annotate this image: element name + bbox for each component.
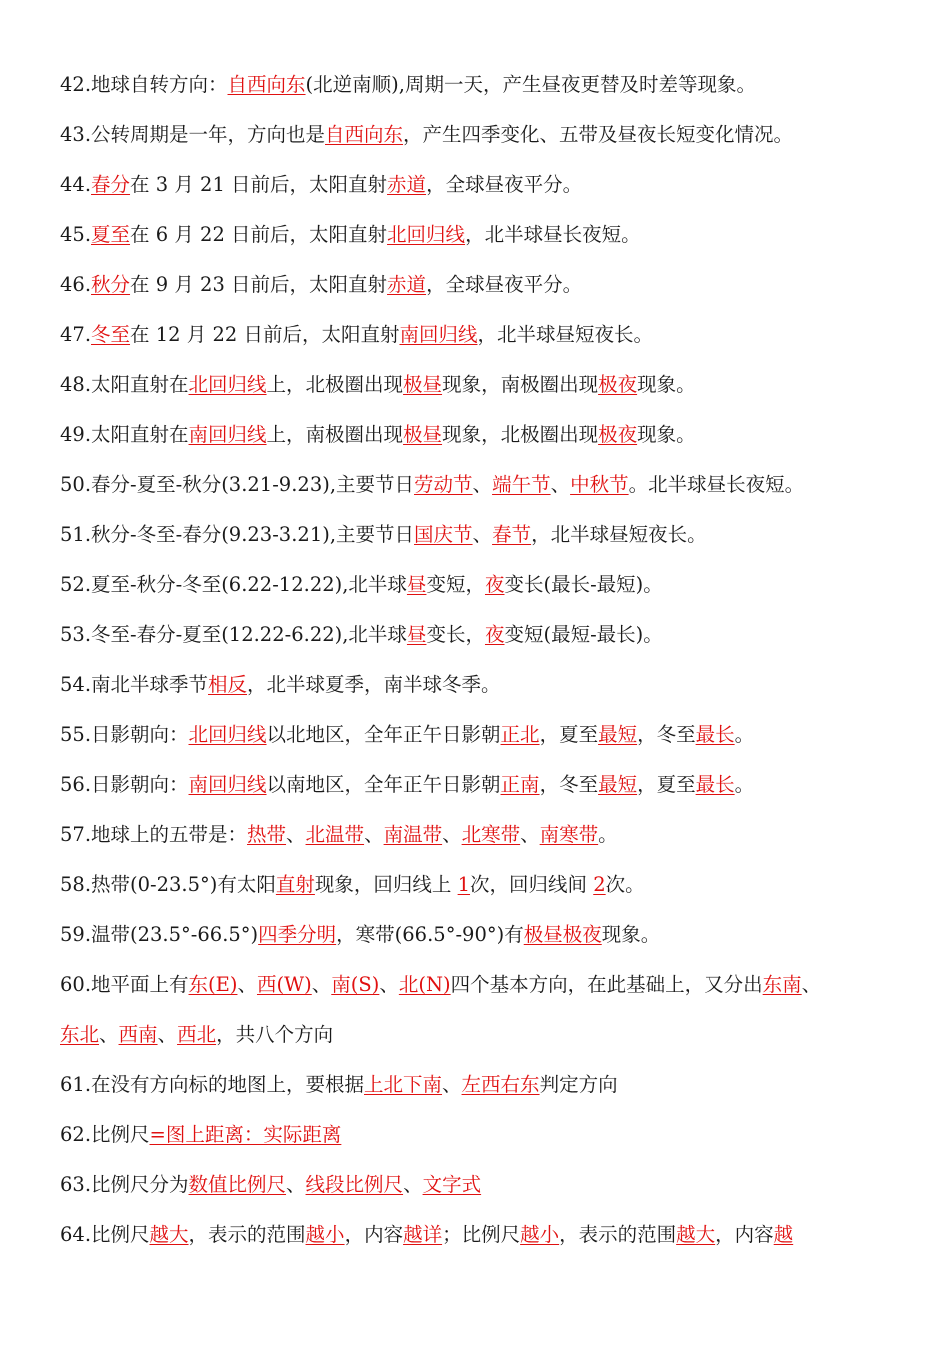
highlighted-answer: 热带	[247, 823, 287, 846]
highlighted-answer: 昼	[406, 623, 427, 646]
text-segment: 57.地球上的五带是：	[60, 823, 248, 846]
text-segment: ，北半球昼长夜短。	[465, 223, 641, 246]
text-segment: ，北半球昼短夜长。	[531, 523, 707, 546]
text-segment: 44.	[60, 173, 92, 196]
highlighted-answer: 赤道	[387, 273, 427, 296]
text-segment: ，表示的范围	[559, 1223, 677, 1246]
text-line	[60, 1066, 940, 1116]
text-segment: 变长，	[426, 623, 485, 646]
text-segment: 、	[311, 973, 332, 996]
highlighted-answer: 左西右东	[461, 1073, 540, 1096]
text-line	[60, 466, 940, 516]
highlighted-answer: 西(W)	[256, 973, 312, 996]
text-segment: 在 6 月 22 日前后，太阳直射	[130, 223, 388, 246]
highlighted-answer: 秋分	[91, 273, 131, 296]
text-line	[60, 1166, 940, 1216]
highlighted-answer: 夏至	[91, 223, 131, 246]
text-segment: 、	[286, 823, 306, 846]
text-segment: 以北地区，全年正午日影朝	[266, 723, 501, 746]
text-segment: 、	[99, 1023, 119, 1046]
text-line	[60, 616, 940, 666]
highlighted-answer: 极夜	[598, 373, 638, 396]
highlighted-answer: 端午节	[492, 473, 551, 496]
text-segment: 53.冬至-春分-夏至(12.22-6.22),北半球	[60, 623, 407, 646]
highlighted-answer: 春节	[492, 523, 532, 546]
text-segment: 在 3 月 21 日前后，太阳直射	[130, 173, 388, 196]
highlighted-answer: 南回归线	[399, 323, 478, 346]
highlighted-answer: 昼	[406, 573, 427, 596]
highlighted-answer: 越大	[149, 1223, 189, 1246]
text-segment: 变长(最长-最短)。	[504, 573, 663, 596]
text-segment: ，寒带(66.5°-90°)有	[336, 923, 524, 946]
text-segment: 现象。	[637, 373, 696, 396]
text-line	[60, 166, 940, 216]
text-segment: 55.日影朝向：	[60, 723, 189, 746]
text-line	[60, 1116, 940, 1166]
text-line	[60, 66, 940, 116]
highlighted-answer: 极昼极夜	[523, 923, 602, 946]
text-segment: 变短(最短-最长)。	[504, 623, 663, 646]
text-segment: 52.夏至-秋分-冬至(6.22-12.22),北半球	[60, 573, 407, 596]
highlighted-answer: 中秋节	[570, 473, 629, 496]
text-segment: 现象，回归线上	[314, 873, 458, 896]
highlighted-answer: 自西向东	[325, 123, 404, 146]
highlighted-answer: 极昼	[403, 373, 443, 396]
text-segment: 60.地平面上有	[60, 973, 189, 996]
text-segment: 。北半球昼长夜短。	[628, 473, 805, 496]
highlighted-answer: 越	[773, 1223, 794, 1246]
text-line	[60, 516, 940, 566]
text-line	[60, 566, 940, 616]
highlighted-answer: 南温带	[383, 823, 443, 846]
text-segment: 现象。	[601, 923, 661, 946]
highlighted-answer: 最长	[695, 773, 735, 796]
highlighted-answer: 南回归线	[188, 423, 267, 446]
highlighted-answer: 最短	[598, 773, 638, 796]
text-segment: 、	[801, 973, 822, 996]
text-segment: 现象。	[637, 423, 696, 446]
text-segment: 、	[364, 823, 384, 846]
text-line	[60, 966, 940, 1016]
text-segment: 、	[550, 473, 571, 496]
text-segment: ，全球昼夜平分。	[426, 273, 583, 296]
text-segment: 62.比例尺	[60, 1123, 150, 1146]
highlighted-answer: 北回归线	[188, 373, 267, 396]
text-segment: 。	[598, 823, 618, 846]
text-line	[60, 366, 940, 416]
text-line	[60, 916, 940, 966]
highlighted-answer: =图上距离：实际距离	[149, 1123, 342, 1146]
text-line	[60, 766, 940, 816]
text-line	[60, 316, 940, 366]
text-segment: 59.温带(23.5°-66.5°)	[60, 923, 259, 946]
text-segment: ，内容	[715, 1223, 774, 1246]
text-line	[60, 716, 940, 766]
highlighted-answer: 最短	[598, 723, 638, 746]
highlighted-answer: 越小	[305, 1223, 345, 1246]
highlighted-answer: 西北	[177, 1023, 217, 1046]
text-segment: 上，南极圈出现	[266, 423, 404, 446]
text-segment: ，产生四季变化、五带及昼夜长短变化情况。	[403, 123, 794, 146]
highlighted-answer: 北回归线	[188, 723, 267, 746]
text-segment: 变短，	[426, 573, 485, 596]
text-segment: 46.	[60, 273, 92, 296]
highlighted-answer: 劳动节	[414, 473, 473, 496]
text-segment: 次，回归线间	[470, 873, 594, 896]
text-segment: 49.太阳直射在	[60, 423, 189, 446]
text-segment: (北逆南顺),周期一天，产生昼夜更替及时差等现象。	[305, 73, 756, 96]
text-segment: 。	[734, 773, 755, 796]
highlighted-answer: 夜	[484, 573, 505, 596]
text-segment: 64.比例尺	[60, 1223, 150, 1246]
text-segment: ，夏至	[539, 723, 599, 746]
highlighted-answer: 越详	[403, 1223, 443, 1246]
highlighted-answer: 极夜	[598, 423, 638, 446]
text-line	[60, 216, 940, 266]
text-segment: ，冬至	[637, 723, 696, 746]
highlighted-answer: 四季分明	[258, 923, 337, 946]
highlighted-answer: 冬至	[91, 323, 131, 346]
text-segment: ，表示的范围	[188, 1223, 306, 1246]
highlighted-answer: 越大	[676, 1223, 716, 1246]
text-segment: 48.太阳直射在	[60, 373, 189, 396]
text-segment: 、	[237, 973, 257, 996]
text-segment: 、	[520, 823, 540, 846]
text-segment: 现象，南极圈出现	[442, 373, 599, 396]
text-segment: 在 12 月 22 日前后，太阳直射	[130, 323, 400, 346]
text-segment: 54.南北半球季节	[60, 673, 209, 696]
highlighted-answer: 最长	[695, 723, 735, 746]
highlighted-answer: 东南	[762, 973, 802, 996]
text-segment: 45.	[60, 223, 92, 246]
text-segment: 42.地球自转方向：	[60, 73, 228, 96]
text-segment: ；比例尺	[442, 1223, 521, 1246]
text-segment: 58.热带(0-23.5°)有太阳	[60, 873, 276, 896]
text-line	[60, 1016, 940, 1066]
highlighted-answer: 文字式	[422, 1173, 482, 1196]
highlighted-answer: 越小	[520, 1223, 560, 1246]
text-segment: 50.春分-夏至-秋分(3.21-9.23),主要节日	[60, 473, 415, 496]
text-segment: 、	[472, 473, 493, 496]
highlighted-answer: 北(N)	[398, 973, 451, 996]
highlighted-answer: 北寒带	[461, 823, 521, 846]
text-segment: ，夏至	[637, 773, 696, 796]
text-segment: 、	[442, 823, 462, 846]
highlighted-answer: 直射	[275, 873, 315, 896]
text-segment: 61.在没有方向标的地图上，要根据	[60, 1073, 365, 1096]
text-line	[60, 866, 940, 916]
text-segment: 次。	[605, 873, 645, 896]
highlighted-answer: 极昼	[403, 423, 443, 446]
text-line	[60, 1216, 940, 1266]
text-segment: 63.比例尺分为	[60, 1173, 189, 1196]
highlighted-answer: 正北	[500, 723, 540, 746]
text-line	[60, 266, 940, 316]
document-body	[60, 66, 940, 1266]
text-segment: 、	[472, 523, 493, 546]
highlighted-answer: 赤道	[387, 173, 427, 196]
text-segment: 、	[442, 1073, 462, 1096]
text-segment: 43.公转周期是一年，方向也是	[60, 123, 326, 146]
text-segment: 四个基本方向，在此基础上，又分出	[450, 973, 763, 996]
highlighted-answer: 国庆节	[414, 523, 473, 546]
text-segment: 以南地区，全年正午日影朝	[266, 773, 501, 796]
highlighted-answer: 正南	[500, 773, 540, 796]
highlighted-answer: 东(E)	[188, 973, 238, 996]
highlighted-answer: 东北	[60, 1023, 100, 1046]
highlighted-answer: 春分	[91, 173, 131, 196]
text-line	[60, 416, 940, 466]
text-segment: 。	[734, 723, 755, 746]
text-segment: ，北半球夏季，南半球冬季。	[247, 673, 501, 696]
text-segment: ，全球昼夜平分。	[426, 173, 583, 196]
text-line	[60, 666, 940, 716]
text-segment: 现象，北极圈出现	[442, 423, 599, 446]
text-segment: 56.日影朝向：	[60, 773, 189, 796]
highlighted-answer: 西南	[118, 1023, 158, 1046]
text-segment: 在 9 月 23 日前后，太阳直射	[130, 273, 388, 296]
highlighted-answer: 自西向东	[227, 73, 306, 96]
text-segment: 47.	[60, 323, 92, 346]
highlighted-answer: 上北下南	[364, 1073, 443, 1096]
text-line	[60, 816, 940, 866]
text-segment: 、	[379, 973, 399, 996]
text-segment: ，冬至	[539, 773, 599, 796]
highlighted-answer: 夜	[484, 623, 505, 646]
text-segment: 51.秋分-冬至-春分(9.23-3.21),主要节日	[60, 523, 415, 546]
highlighted-answer: 1	[457, 873, 471, 896]
text-segment: ，共八个方向	[216, 1023, 334, 1046]
highlighted-answer: 南寒带	[539, 823, 599, 846]
text-segment: 、	[286, 1173, 306, 1196]
highlighted-answer: 数值比例尺	[188, 1173, 287, 1196]
highlighted-answer: 线段比例尺	[305, 1173, 404, 1196]
text-segment: ，北半球昼短夜长。	[477, 323, 653, 346]
text-segment: 、	[157, 1023, 178, 1046]
text-segment: 、	[403, 1173, 423, 1196]
highlighted-answer: 2	[593, 873, 606, 896]
text-segment: 判定方向	[539, 1073, 618, 1096]
text-segment: ，内容	[344, 1223, 404, 1246]
text-segment: 上，北极圈出现	[266, 373, 404, 396]
highlighted-answer: 南(S)	[331, 973, 380, 996]
text-line	[60, 116, 940, 166]
highlighted-answer: 北回归线	[387, 223, 466, 246]
highlighted-answer: 相反	[208, 673, 248, 696]
highlighted-answer: 南回归线	[188, 773, 267, 796]
highlighted-answer: 北温带	[305, 823, 365, 846]
